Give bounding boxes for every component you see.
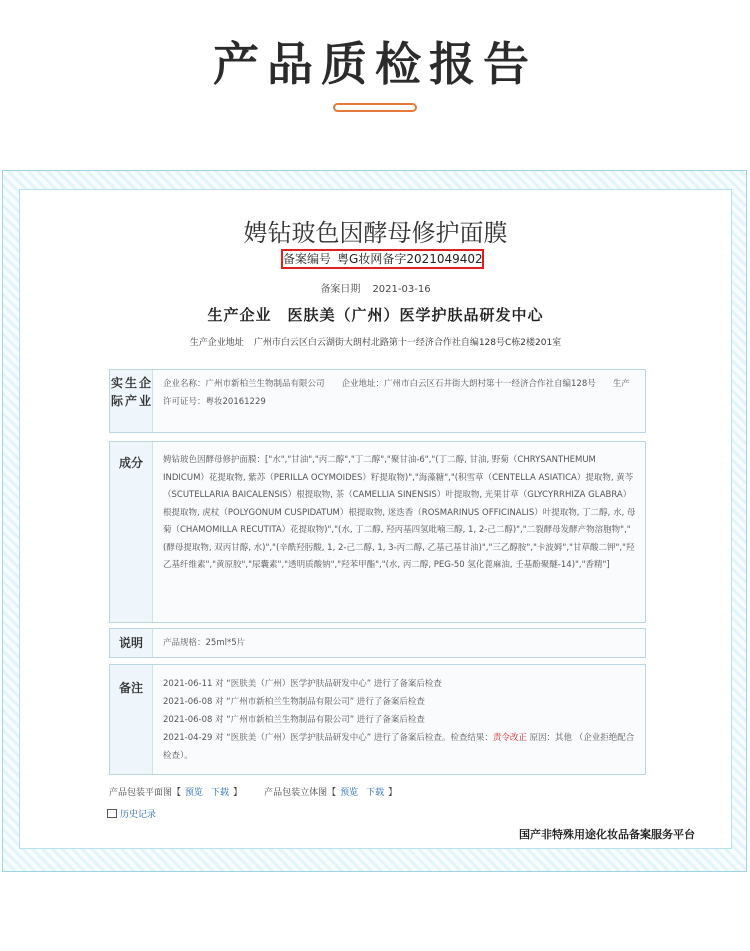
- producer-name: 医肤美（广州）医学护肤品研发中心: [287, 306, 544, 324]
- remark-last-prefix: 2021-04-29 对 “医肤美（广州）医学护肤品研发中心” 进行了备案后检查。检查结果：: [163, 733, 493, 743]
- producer-line: [3, 304, 748, 325]
- record-date-line: [3, 280, 748, 295]
- record-number: 粤G妆网备字2021049402: [337, 252, 483, 266]
- enterprise-label-line: 生产: [124, 376, 137, 408]
- remark-entry: 2021-06-11 对 “医肤美（广州）医学护肤品研发中心” 进行了备案后检查: [163, 679, 442, 689]
- solid-image-label: 产品包装立体图: [264, 788, 328, 798]
- enterprise-label-line: 实际: [110, 376, 123, 408]
- platform-name: 国产非特殊用途化妆品备案服务平台: [519, 828, 695, 841]
- solid-preview-link[interactable]: 预览: [340, 788, 359, 798]
- history-icon: [107, 809, 117, 818]
- producer-label: 生产企业: [207, 306, 272, 324]
- title-underline: [333, 103, 417, 112]
- note-label: 说明: [110, 629, 153, 657]
- note-text: 产品规格：25ml*5片: [153, 629, 645, 657]
- producer-address-label: 生产企业地址: [189, 338, 244, 348]
- package-downloads: 产品包装平面图【 预览 下载 】 产品包装立体图【 预览 下载 】: [109, 788, 398, 798]
- record-number-box: [281, 249, 484, 269]
- remark-entry: 2021-06-08 对 “广州市新柏兰生物制品有限公司” 进行了备案后检查: [163, 697, 425, 707]
- page-title: 产品质检报告: [213, 37, 537, 91]
- record-label: 备案编号: [283, 252, 332, 266]
- product-name: 娉钻玻色因酵母修护面膜: [243, 219, 508, 247]
- ingredients-text: 娉钻玻色因酵母修护面膜：["水","甘油","丙二醇","丁二醇","聚甘油-6","(丁二醇, 甘油, 野菊（CHRYSANTHEMUM INDICUM）花提取物, 紫苏（PERILLA OCYMOIDES）籽提取物)","海藻糖","(积雪草（CENTELLA ASIATICA）提取物, 黄芩（SCUTELLARIA BAICALENSIS）根提取物, 茶（CAMELLIA SINENSIS）叶提取物, 光果甘草（GLYCYRRHIZA GLABRA）根提取物, 虎杖（POLYGONUM CUSPIDATUM）根提取物, 迷迭香（ROSMARINUS OFFICINALIS）叶提取物, 丁二醇, 水, 母菊（CHAMOMILLA RECUTITA）花提取物)","(水, 丁二醇, 羟丙基四氢吡喃三醇, 1, 2-己二醇)","二裂酵母发酵产物溶胞物","(酵母提取物, 双丙甘醇, 水)","(辛酰羟肟酸, 1, 2-己二醇, 1, 3-丙二醇, 乙基己基甘油)","三乙醇胺","卡波姆","甘草酸二钾","羟乙基纤维素","黄原胶","尿囊素","透明质酸钠","羟苯甲酯","(水, 丙二醇, PEG-50 氢化蓖麻油, 壬基酚聚醚-14)","香精"]: [153, 442, 645, 622]
- plan-image-label: 产品包装平面图: [109, 788, 173, 798]
- remark-last-result: 责令改正: [492, 733, 527, 743]
- producer-address: 广州市白云区白云湖街大朗村北路第十一经济合作社自编128号C栋2楼201室: [253, 338, 562, 348]
- history-link[interactable]: [107, 807, 156, 820]
- plan-download-link[interactable]: 下载: [211, 788, 230, 798]
- enterprise-label-line: 企业: [138, 376, 151, 408]
- solid-download-link[interactable]: 下载: [366, 788, 385, 798]
- remark-last-suffix: 原因：其他 （企业拒绝配合检查）。: [163, 733, 635, 761]
- record-date-label: 备案日期: [320, 284, 361, 295]
- remark-entry: 2021-06-08 对 “广州市新柏兰生物制品有限公司” 进行了备案后检查: [163, 715, 425, 725]
- remarks-body: [153, 665, 645, 774]
- record-date: 2021-03-16: [372, 284, 431, 295]
- enterprise-label: [110, 370, 153, 432]
- note-section: [109, 628, 646, 658]
- remarks-label: 备注: [110, 665, 153, 774]
- enterprise-text: 企业名称：广州市新柏兰生物制品有限公司 企业地址：广州市白云区石井街大朗村第十一经济合作社自编128号 生产许可证号：粤妆20161229: [153, 370, 645, 432]
- remarks-section: [109, 664, 646, 775]
- remark-entry-last: [163, 729, 635, 765]
- plan-preview-link[interactable]: 预览: [185, 788, 204, 798]
- producer-address-line: [3, 335, 748, 348]
- ingredients-section: [109, 441, 646, 623]
- ingredients-label: 成分: [110, 442, 153, 622]
- certificate-card: [2, 170, 747, 872]
- enterprise-section: [109, 369, 646, 433]
- history-label: 历史记录: [120, 810, 157, 820]
